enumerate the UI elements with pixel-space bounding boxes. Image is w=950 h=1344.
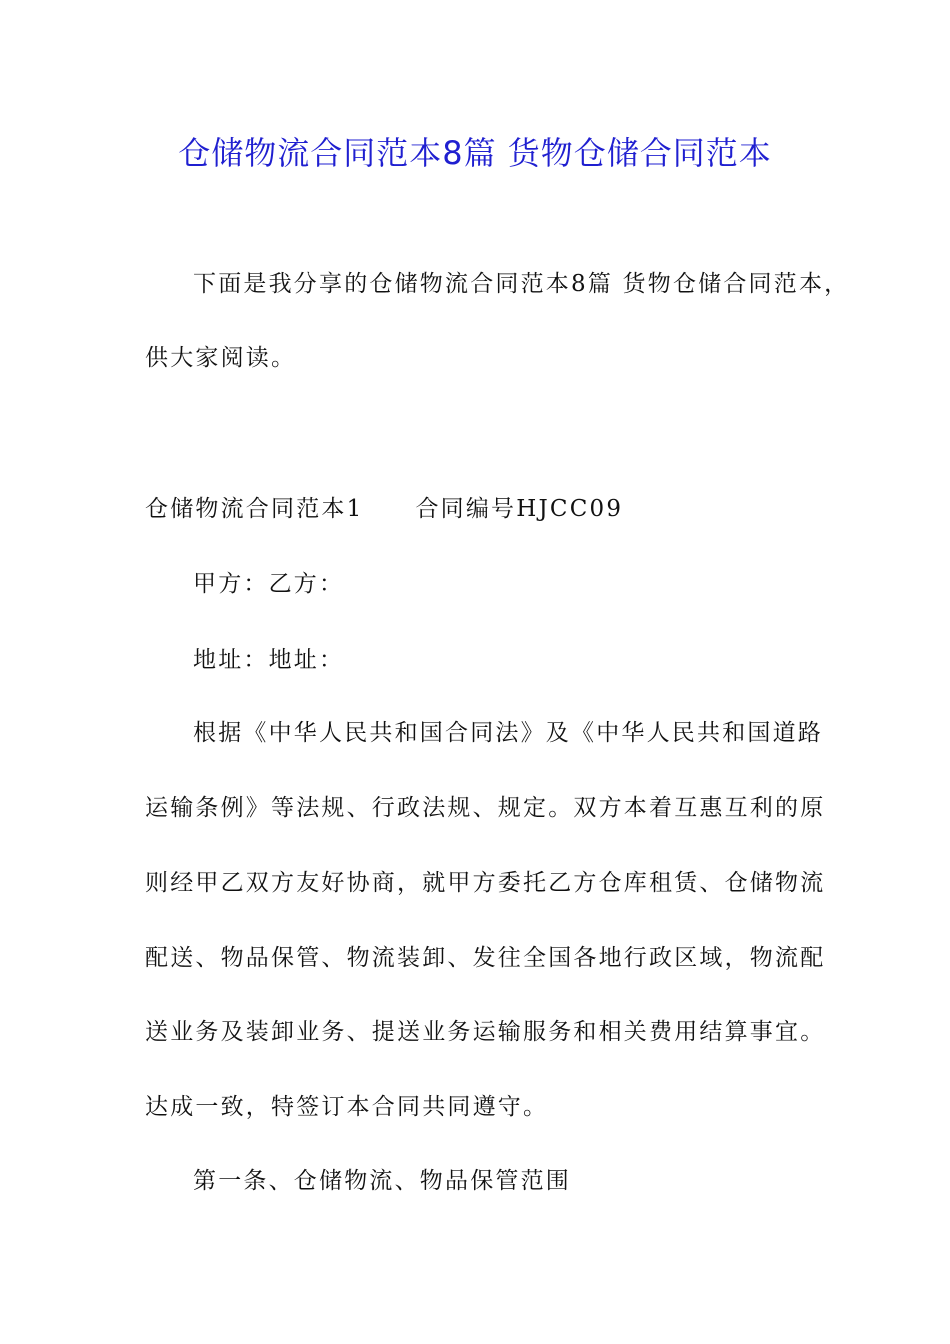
intro-line-2: 供大家阅读。 [145, 345, 297, 371]
body-line-4: 配送、物品保管、物流装卸、发往全国各地行政区域，物流配 [145, 945, 826, 971]
body-line-3: 则经甲乙双方友好协商，就甲方委托乙方仓库租赁、仓储物流 [145, 870, 826, 896]
intro-line-1: 下面是我分享的仓储物流合同范本8篇 货物仓储合同范本， [193, 271, 850, 297]
body-line-2: 运输条例》等法规、行政法规、规定。双方本着互惠互利的原 [145, 795, 826, 821]
party-line: 甲方：乙方： [193, 571, 345, 597]
body-line-1: 根据《中华人民共和国合同法》及《中华人民共和国道路 [193, 720, 823, 746]
body-line-6: 达成一致，特签订本合同共同遵守。 [145, 1094, 549, 1120]
body-line-5: 送业务及装卸业务、提送业务运输服务和相关费用结算事宜。 [145, 1019, 826, 1045]
document-title: 仓储物流合同范本8篇 货物仓储合同范本 [178, 134, 772, 172]
section-heading: 仓储物流合同范本1 [145, 496, 364, 522]
section-heading-line [145, 494, 623, 524]
contract-number: 合同编号HJCC09 [415, 496, 624, 522]
article-1-heading: 第一条、仓储物流、物品保管范围 [193, 1168, 571, 1194]
address-line: 地址：地址： [193, 647, 345, 673]
